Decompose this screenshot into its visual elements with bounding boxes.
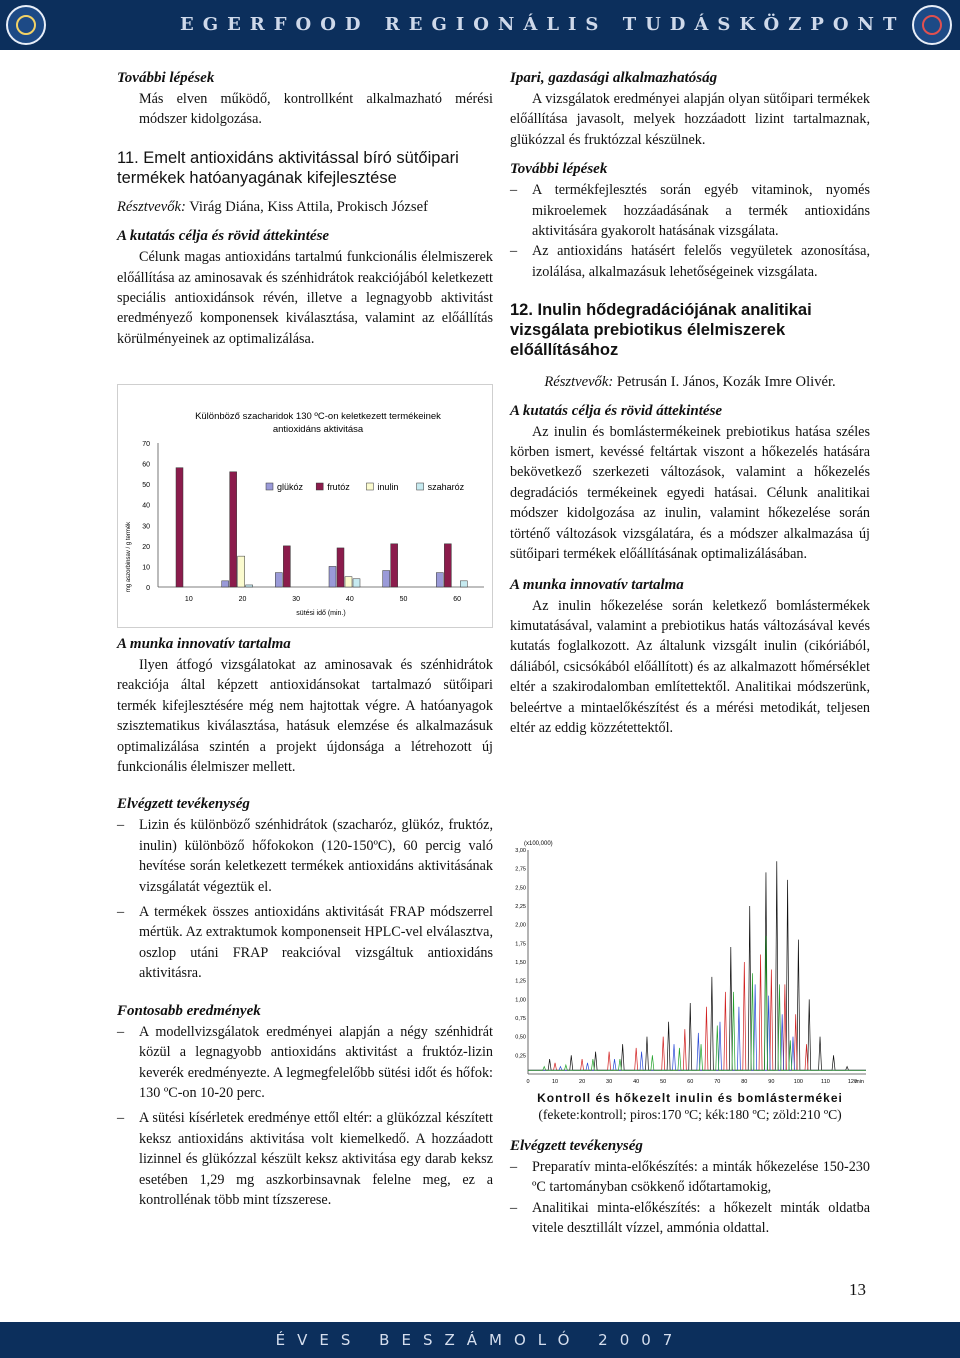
bar-chart-legend-swatch — [316, 483, 323, 490]
aim-heading-right: A kutatás célja és rövid áttekintése — [510, 402, 723, 419]
bar-chart-bar — [222, 581, 229, 587]
chromatogram-xtick: 60 — [687, 1079, 694, 1085]
bar-chart-xtick: 30 — [292, 596, 301, 603]
activity-item: – Lizin és különböző szénhidrátok (szacharóz, glükóz, fruktóz, inulin) különböző hőfokokon (120-150ºC), 60 percig való hevítése során keletkezett termékek antioxidáns aktivitásának vizsgálatát végeztük el. — [117, 815, 493, 897]
industrial-heading: Ipari, gazdasági alkalmazhatóság — [510, 70, 718, 86]
chromatogram-xlabel: min — [855, 1079, 864, 1085]
left-column — [117, 68, 493, 349]
activity-item-right: – Analitikai minta-előkészítés: a hőkezelt minták oldatba vitele desztillált vízzel, ammónia oldattal. — [510, 1198, 870, 1239]
bar-chart-bar — [436, 573, 443, 587]
bar-chart-ytick: 40 — [142, 502, 150, 510]
bar-chart-bar — [176, 468, 183, 587]
university-logo-icon — [6, 5, 46, 45]
bar-chart-legend-swatch — [266, 483, 273, 490]
chromatogram-multiplier: (x100,000) — [524, 841, 553, 847]
bar-chart-xlabel: sütési idő (min.) — [296, 610, 346, 617]
participants-line — [117, 197, 493, 217]
bar-chart-bar — [246, 585, 253, 587]
chromatogram-ytick: 0,50 — [515, 1034, 526, 1041]
participants-label-right: Résztvevők: — [544, 374, 614, 391]
further-steps-text: Más elven működő, kontrollként alkalmazható mérési módszer kidolgozása. — [139, 91, 493, 128]
innovation-text: Ilyen átfogó vizsgálatokat az aminosavak és szénhidrátok reakciója által képzett antioxidánsokat tartalmazó sütőipari termék kifejlesztésére még nem hajtottak végre. A hatóanyagok szisztematikus kiválasztása, hatásuk elemzése és alkalmazásuk optimalizálása szintén a projekt újdonsága a létrehozott új funkcionális élelmiszer mellett. — [117, 657, 493, 776]
bar-chart-bar — [283, 546, 290, 587]
bar-chart-bar — [391, 544, 398, 587]
further-step-item: – Az antioxidáns hatásért felelős vegyületek azonosítása, izolálása, alkalmazásuk lehetőségeinek vizsgálata. — [510, 241, 870, 282]
participants-line-right — [510, 372, 870, 392]
chromatogram-xtick: 80 — [741, 1079, 748, 1085]
aim-text: Célunk magas antioxidáns tartalmú funkcionális élelmiszerek előállítása az aminosavak és szénhidrátok reakciójából keletkezett speciális antioxidánsok révén, illetve a legnagyobb aktivitást eredményező komponensek kiválasztása, valamint az előállítás körülményeinek az optimalizálása. — [117, 249, 493, 347]
page-number: 13 — [849, 1280, 866, 1299]
chromatogram-ytick: 1,50 — [515, 960, 526, 966]
bar-chart-bar — [460, 581, 467, 587]
bar-chart-bar — [444, 544, 451, 587]
bar-chart-bar — [337, 548, 344, 587]
chromatogram-ytick: 1,75 — [515, 941, 526, 948]
bar-chart-bar — [345, 577, 352, 587]
header-band — [0, 0, 960, 50]
footer-text: ÉVES BESZÁMOLÓ 2007 — [275, 1331, 685, 1349]
bar-chart-legend-label: szaharóz — [427, 482, 465, 492]
bar-chart-title: Különböző szacharidok 130 ºC-on keletkezett termékeinek antioxidáns aktivitása — [195, 411, 441, 435]
activity-heading-right: Elvégzett tevékenység — [510, 1138, 643, 1154]
aim-text-right: Az inulin és bomlástermékeinek prebiotikus hatása széles körben ismert, kevéssé feltártak viszont a hőkezelés hatására bekövetkező szerkezeti változások, valamint a hőkezelés degradációs termékeinek egyedi hatásai. Célunk analitikai módszer kidolgozása az inulin, valamint hőkezelése során történő változások vizsgálatára, és a módszer alkalmazása új sütőipari termékek előállításának optimalizálásában. — [510, 423, 870, 563]
chromatogram-ytick: 2,25 — [515, 904, 526, 910]
chromatogram-xtick: 90 — [768, 1079, 775, 1085]
section-12-title: 12. Inulin hődegradációjának analitikai vizsgálata prebiotikus élelmiszerek előállításához — [510, 301, 812, 360]
bar-chart-ytick: 0 — [146, 585, 150, 592]
chromatogram-ytick: 0,25 — [515, 1053, 526, 1060]
chromatogram-series-line — [528, 955, 866, 1071]
bar-chart-xtick: 40 — [345, 596, 354, 603]
bar-chart-legend-label: glükóz — [277, 482, 304, 492]
chromatogram-ytick: 0,75 — [515, 1016, 526, 1022]
bar-chart-xtick: 20 — [238, 596, 247, 603]
bar-chart — [117, 384, 493, 628]
innovation-heading: A munka innovatív tartalma — [117, 636, 291, 652]
chromatogram-series-line — [528, 984, 866, 1070]
figure-caption-text: (fekete:kontroll; piros:170 ºC; kék:180 ºC; zöld:210 ºC) — [538, 1107, 842, 1122]
result-item: – A sütési kísérletek eredménye ettől eltér: a glükózzal készített keksz antioxidáns aktivitása volt kiemelkedő. A hozzáadott lizinnel és glükózzal készült keksz aktivitása egy darab keksz esetében 1,29 mg aszkorbinsavnak felelne meg, ez a kontrollénak több mint tízszerese. — [117, 1108, 493, 1210]
footer-band — [0, 1322, 960, 1358]
aim-heading: A kutatás célja és rövid áttekintése — [117, 228, 330, 245]
bar-chart-bar — [230, 472, 237, 587]
further-steps-heading-right: További lépések — [510, 161, 608, 178]
bar-chart-ytick: 10 — [142, 564, 150, 572]
chromatogram-chart — [510, 838, 876, 1092]
chromatogram-xtick: 30 — [606, 1079, 613, 1085]
chromatogram-ytick: 2,75 — [515, 866, 526, 873]
chromatogram-xtick: 20 — [579, 1079, 586, 1085]
activity-item-right: – Preparatív minta-előkészítés: a minták hőkezelése 150-230 ºC tartományban csökkenő időtartamokig, — [510, 1157, 870, 1198]
center-logo-icon — [912, 5, 952, 45]
bar-chart-svg — [118, 385, 494, 629]
chromatogram-svg — [510, 838, 876, 1092]
bar-chart-bar — [329, 566, 336, 587]
chromatogram-xtick: 0 — [526, 1079, 530, 1085]
bar-chart-xtick: 50 — [399, 596, 408, 603]
innovation-text-right: Az inulin hőkezelése során keletkező bomlástermékek kimutatásával, valamint a prebiotikus hatás változásával kevés kutatás foglalkozott. Az általunk vizsgált inulin (cikóriából, dáliából, csicsókából előállított) és az alkalmazott hőmérséklet eltér a szakirodalomban említettektől. Analitikai módszerünk, beleértve a mintaelőkészítést és a mérési metodikát, teljesen eltér az eddig közzétettektől. — [510, 597, 870, 736]
chromatogram-series-line — [528, 861, 866, 1070]
bar-chart-legend-swatch — [417, 483, 424, 490]
further-steps-heading: További lépések — [117, 70, 215, 86]
header-title: EGERFOOD REGIONÁLIS TUDÁSKÖZPONT — [180, 14, 906, 35]
chromatogram-ytick: 2,50 — [515, 885, 526, 892]
chromatogram-xtick: 120 — [847, 1079, 858, 1085]
bar-chart-bar — [383, 571, 390, 587]
bar-chart-legend-swatch — [366, 483, 373, 490]
bar-chart-ytick: 20 — [142, 543, 150, 551]
activity-item: – A termékek összes antioxidáns aktivitását FRAP módszerrel mértük. Az extraktumok komponenseit HPLC-vel elválasztva, oszlop utáni FRAP reakcióval vizsgáltuk antioxidáns aktivitásra. — [117, 902, 493, 984]
chromatogram-ytick: 1,25 — [515, 978, 526, 985]
chromatogram-ytick: 1,00 — [515, 997, 526, 1004]
bar-chart-xtick: 10 — [184, 596, 193, 603]
chromatogram-xtick: 100 — [793, 1079, 803, 1085]
participants-label: Résztvevők: — [117, 198, 186, 215]
bar-chart-bar — [275, 573, 282, 587]
section-11-title: 11. Emelt antioxidáns aktivitással bíró sütőipari termékek hatóanyagának kifejlesztése — [117, 148, 459, 187]
bar-chart-ytick: 50 — [142, 482, 150, 490]
right-column-lower — [510, 1090, 870, 1239]
bar-chart-ytick: 70 — [142, 441, 150, 448]
bar-chart-xtick: 60 — [453, 596, 462, 603]
chromatogram-series-line — [528, 936, 866, 1070]
chromatogram-ytick: 2,00 — [515, 922, 526, 929]
chromatogram-xtick: 70 — [714, 1079, 721, 1085]
innovation-heading-right: A munka innovatív tartalma — [510, 576, 684, 593]
bar-chart-legend-label: inulin — [377, 482, 399, 492]
chromatogram-xtick: 40 — [633, 1079, 640, 1085]
participants-names: Virág Diána, Kiss Attila, Prokisch József — [185, 198, 428, 215]
industrial-text: A vizsgálatok eredményei alapján olyan sütőipari termékek előállítása javasolt, melyek hozzáadott lizint tartalmaznak, glükózzal és fruktózzal készülnek. — [510, 91, 870, 148]
bar-chart-legend-label: frutóz — [327, 482, 350, 492]
bar-chart-ytick: 30 — [142, 523, 150, 531]
activity-heading: Elvégzett tevékenység — [117, 796, 250, 813]
bar-chart-bar — [353, 579, 360, 587]
results-heading: Fontosabb eredmények — [117, 1002, 261, 1019]
chromatogram-xtick: 50 — [660, 1079, 667, 1085]
chromatogram-xtick: 10 — [551, 1079, 559, 1085]
right-column — [510, 68, 870, 738]
left-column-lower — [117, 634, 493, 1210]
bar-chart-ytick: 60 — [142, 461, 150, 469]
figure-caption-title: Kontroll és hőkezelt inulin és bomlástermékei — [537, 1091, 843, 1105]
further-step-item: – A termékfejlesztés során egyéb vitaminok, nyomés mikroelemek hozzáadásának a termék antioxidáns aktivitására gyakorolt hatásának vizsgálata. — [510, 180, 870, 241]
participants-names-right: Petrusán I. János, Kozák Imre Olivér. — [613, 374, 836, 391]
bar-chart-ylabel: mg aszorbinsav / g termék — [126, 521, 132, 593]
chromatogram-xtick: 110 — [821, 1079, 830, 1085]
bar-chart-bar — [238, 556, 245, 587]
result-item: – A modellvizsgálatok eredményei alapján a négy szénhidrát közül a legnagyobb antioxidáns aktivitást a fruktóz-lizin keverék eredményezte. A legmegfelelőbb sütési időt és hőfok: 130 ºC-on 10-20 perc. — [117, 1022, 493, 1104]
chromatogram-ytick: 3,00 — [515, 848, 526, 854]
